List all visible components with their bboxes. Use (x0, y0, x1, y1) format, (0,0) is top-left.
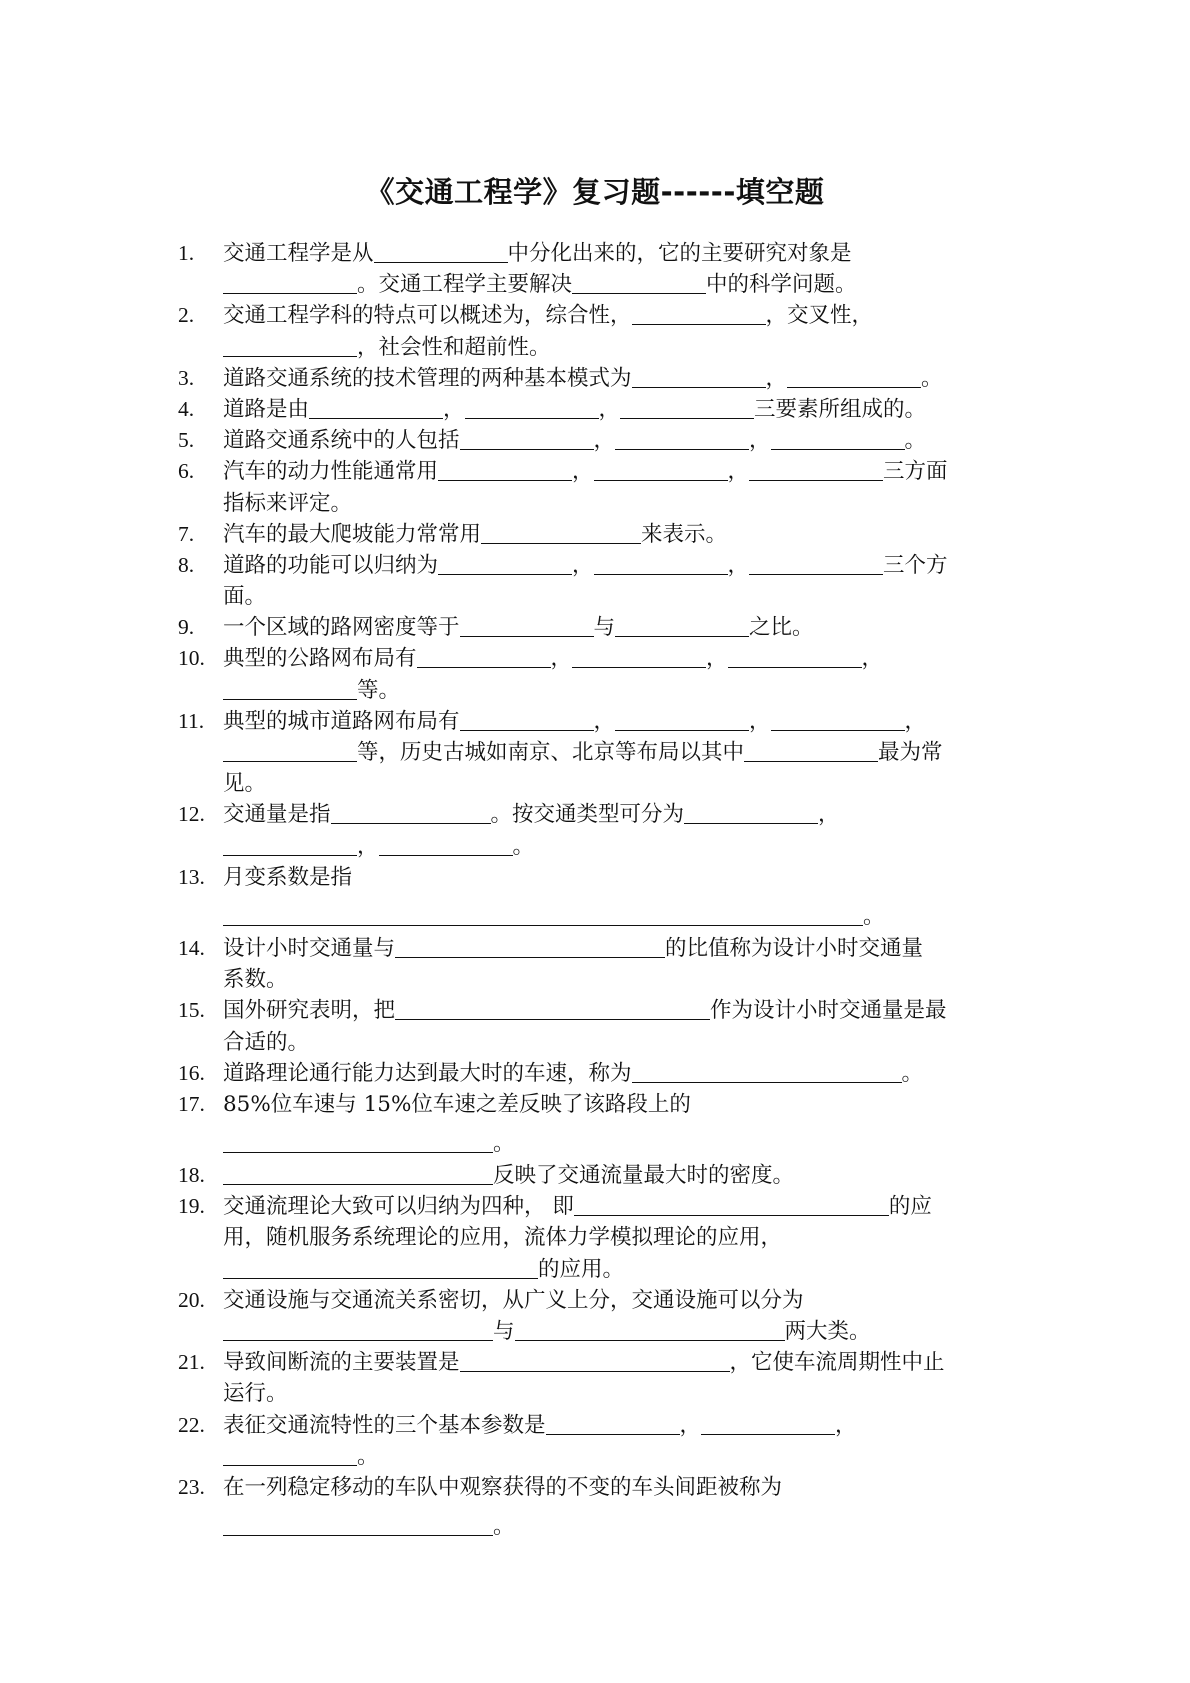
question-text-segment: 的应 (888, 1194, 932, 1220)
question-text (223, 768, 266, 799)
question-text-segment: 导致间断流的主要装置是 (223, 1350, 460, 1376)
question-text-segment: ， (706, 646, 728, 672)
question-text-segment: ， (443, 396, 465, 422)
answer-blank[interactable] (728, 645, 862, 668)
question-text (223, 238, 852, 269)
question-line (178, 643, 1028, 674)
question-line (178, 581, 1028, 612)
answer-blank[interactable] (594, 458, 728, 481)
question-text (223, 995, 947, 1026)
question-number: 3. (178, 365, 195, 390)
question-text (223, 612, 814, 643)
question-text-segment: 汽车的动力性能通常用 (223, 459, 439, 485)
question-item (178, 519, 1028, 550)
question-line (178, 519, 1028, 550)
question-text-segment: 两大类。 (784, 1319, 871, 1344)
question-text (223, 1160, 794, 1191)
answer-blank[interactable] (620, 396, 754, 419)
question-text-segment: 合适的。 (223, 1029, 310, 1055)
question-text-segment: 。 (357, 1443, 379, 1469)
answer-blank[interactable] (771, 427, 905, 450)
answer-blank[interactable] (223, 903, 863, 926)
question-number: 16. (178, 1060, 205, 1085)
question-text (223, 1027, 309, 1058)
answer-blank[interactable] (546, 1412, 680, 1435)
question-text (223, 425, 926, 456)
question-text-segment: 。 (512, 833, 535, 859)
question-text-segment: 用，随机服务系统理论的应用，流体力学模拟理论的应用， (223, 1225, 783, 1251)
question-text-segment: 系数。 (223, 967, 288, 993)
question-text (223, 332, 551, 363)
question-number: 19. (178, 1194, 205, 1219)
question-text-segment: 。 (493, 1514, 515, 1540)
question-number: 10. (178, 646, 205, 671)
question-text-segment: 中的科学问题。 (706, 272, 857, 298)
question-number: 9. (178, 615, 195, 640)
question-text-segment: 。 (493, 1131, 515, 1157)
question-item (178, 1058, 1028, 1089)
answer-blank[interactable] (632, 365, 766, 388)
question-line (178, 768, 1028, 799)
question-number: 18. (178, 1163, 205, 1188)
question-text-segment: 等，历史古城如南京、北京等布局以其中 (357, 740, 745, 765)
question-text-segment: 。 (904, 428, 927, 454)
question-item (178, 643, 1028, 705)
answer-blank[interactable] (632, 1060, 902, 1083)
question-number: 4. (178, 396, 195, 421)
question-item (178, 799, 1028, 861)
question-line (178, 862, 1028, 893)
question-text (223, 550, 948, 581)
question-text (223, 456, 948, 487)
question-text-segment: ，社会性和超前性。 (357, 334, 551, 360)
question-text (223, 964, 288, 995)
answer-blank[interactable] (749, 552, 883, 575)
question-number: 21. (178, 1350, 205, 1375)
answer-blank[interactable] (374, 240, 508, 263)
question-text-segment: ， (749, 428, 771, 454)
question-text-segment: 月变系数是指 (223, 864, 353, 890)
question-text-segment: 最为常 (878, 740, 943, 765)
question-text-segment: 三方面 (883, 459, 948, 485)
question-text-segment: 作为设计小时交通量是最 (710, 998, 947, 1024)
answer-blank[interactable] (465, 396, 599, 419)
answer-blank[interactable] (379, 833, 513, 856)
question-line (178, 1472, 1028, 1503)
question-number: 20. (178, 1287, 205, 1312)
question-line (178, 1058, 1028, 1089)
answer-blank[interactable] (223, 1130, 493, 1153)
question-text-segment: 道路是由 (223, 396, 310, 422)
question-text-segment: 与 (593, 615, 616, 641)
question-item (178, 394, 1028, 425)
answer-blank[interactable] (395, 997, 710, 1020)
question-line (178, 964, 1028, 995)
question-text-segment: 的比值称为设计小时交通量 (665, 935, 924, 961)
question-number: 22. (178, 1412, 205, 1437)
question-text-segment: 见。 (223, 771, 267, 797)
answer-blank[interactable] (223, 677, 357, 700)
question-list (178, 238, 1028, 1543)
question-line (178, 706, 1028, 737)
answer-blank[interactable] (395, 935, 665, 958)
answer-blank[interactable] (223, 1443, 357, 1466)
question-text-segment: 交通工程学科的特点可以概述为，综合性， (223, 303, 632, 329)
question-text (223, 706, 926, 737)
answer-blank[interactable] (515, 1318, 785, 1341)
question-text (223, 1058, 923, 1089)
question-text-segment: 交通设施与交通流关系密切，从广义上分，交通设施可以分为 (223, 1287, 804, 1313)
question-item (178, 300, 1028, 362)
question-text-segment: 。按交通类型可分为 (490, 802, 685, 828)
question-number: 5. (178, 428, 195, 453)
question-text (223, 363, 943, 394)
question-line (178, 1285, 1028, 1316)
question-number: 14. (178, 935, 205, 960)
question-text-segment: 交通流理论大致可以归纳为四种， 即 (223, 1194, 574, 1220)
question-text-segment: ， (357, 833, 379, 859)
question-text-segment: ，交叉性， (765, 303, 874, 329)
question-line (178, 425, 1028, 456)
answer-blank[interactable] (460, 708, 594, 731)
question-text-segment: 设计小时交通量与 (223, 935, 396, 961)
question-line (178, 238, 1028, 269)
question-line (178, 394, 1028, 425)
question-number: 6. (178, 459, 195, 484)
question-text (223, 1222, 782, 1253)
question-item (178, 238, 1028, 300)
question-line (178, 363, 1028, 394)
question-text-segment: 国外研究表明，把 (223, 998, 396, 1024)
answer-blank[interactable] (787, 365, 921, 388)
answer-blank[interactable] (223, 1256, 538, 1279)
question-number: 17. (178, 1091, 205, 1116)
question-line (178, 269, 1028, 300)
question-text (223, 1503, 515, 1551)
question-text-segment: ， (727, 552, 750, 578)
question-text-segment: 与 (493, 1319, 515, 1344)
question-item (178, 612, 1028, 643)
question-text-segment: ， (818, 802, 840, 828)
question-text (223, 831, 534, 862)
question-item (178, 1191, 1028, 1285)
question-text-segment: ， (835, 1412, 857, 1438)
question-line (178, 550, 1028, 581)
question-text-segment: 在一列稳定移动的车队中观察获得的不变的车头间距被称为 (223, 1474, 783, 1500)
question-line (178, 1254, 1028, 1285)
question-line (178, 456, 1028, 487)
question-item (178, 1089, 1028, 1160)
question-text-segment: 道路的功能可以归纳为 (223, 552, 439, 578)
question-text-segment: 道路交通系统中的人包括 (223, 428, 460, 454)
question-text-segment: 三个方 (883, 552, 948, 578)
answer-blank[interactable] (460, 1349, 730, 1372)
question-text (223, 1254, 624, 1285)
question-item (178, 862, 1028, 933)
question-text (223, 269, 857, 300)
question-line (178, 737, 1028, 768)
question-text-segment: ， (593, 428, 616, 454)
answer-blank[interactable] (632, 302, 766, 325)
answer-blank[interactable] (223, 833, 357, 856)
question-item (178, 1347, 1028, 1409)
question-line (178, 1120, 1028, 1160)
answer-blank[interactable] (223, 1318, 493, 1341)
question-text-segment: 的应用。 (538, 1256, 625, 1282)
question-number: 1. (178, 241, 195, 265)
question-line (178, 933, 1028, 964)
question-text-segment: 等。 (357, 677, 401, 703)
question-number: 8. (178, 552, 195, 577)
question-text-segment: 三要素所组成的。 (754, 396, 927, 422)
question-line (178, 1316, 1028, 1347)
answer-blank[interactable] (460, 427, 594, 450)
question-line (178, 1441, 1028, 1472)
question-text-segment: ， (727, 459, 750, 485)
answer-blank[interactable] (223, 334, 357, 357)
question-text (223, 1285, 804, 1316)
answer-blank[interactable] (460, 614, 594, 637)
answer-blank[interactable] (417, 645, 551, 668)
question-text-segment: 。 (921, 365, 943, 391)
question-text (223, 1316, 871, 1347)
question-item (178, 1472, 1028, 1543)
question-text (223, 862, 352, 893)
question-text (223, 1089, 691, 1120)
question-text-segment: 运行。 (223, 1381, 288, 1407)
question-number: 15. (178, 998, 205, 1023)
question-item (178, 1285, 1028, 1347)
answer-blank[interactable] (615, 427, 749, 450)
question-text-segment: ， (749, 708, 771, 734)
answer-blank[interactable] (223, 1513, 493, 1536)
question-text-segment: 道路交通系统的技术管理的两种基本模式为 (223, 365, 632, 391)
question-text (223, 1441, 379, 1472)
question-text (223, 933, 923, 964)
question-line (178, 831, 1028, 862)
answer-blank[interactable] (223, 739, 357, 762)
question-text (223, 1191, 932, 1222)
question-text-segment: 。 (901, 1060, 924, 1086)
question-item (178, 995, 1028, 1057)
question-text (223, 581, 266, 612)
question-line (178, 612, 1028, 643)
answer-blank[interactable] (771, 708, 905, 731)
question-text-segment: ， (765, 365, 788, 391)
question-text (223, 737, 943, 768)
question-line (178, 1410, 1028, 1441)
question-text-segment: ， (572, 459, 594, 485)
answer-blank[interactable] (749, 458, 883, 481)
answer-blank[interactable] (572, 645, 706, 668)
answer-blank[interactable] (438, 458, 572, 481)
question-line (178, 488, 1028, 519)
question-text (223, 519, 727, 550)
answer-blank[interactable] (684, 801, 818, 824)
question-item (178, 1160, 1028, 1191)
question-text (223, 1410, 857, 1441)
question-line (178, 995, 1028, 1026)
question-text-segment: 道路理论通行能力达到最大时的车速，称为 (223, 1060, 632, 1086)
question-text (223, 394, 926, 425)
question-line (178, 1160, 1028, 1191)
question-text-segment: ， (593, 708, 616, 734)
question-text (223, 1472, 782, 1503)
answer-blank[interactable] (594, 552, 728, 575)
question-line (178, 1191, 1028, 1222)
question-line (178, 1089, 1028, 1120)
question-text (223, 675, 400, 706)
question-text-segment: 交通工程学是从 (223, 241, 374, 266)
question-text (223, 643, 883, 674)
question-line (178, 893, 1028, 933)
question-text-segment: ， (598, 396, 621, 422)
question-line (178, 300, 1028, 331)
question-number: 23. (178, 1474, 205, 1499)
answer-blank[interactable] (331, 801, 491, 824)
question-line (178, 1378, 1028, 1409)
question-line (178, 1027, 1028, 1058)
question-line (178, 799, 1028, 830)
question-text (223, 1378, 288, 1409)
question-text-segment: 85%位车速与 15%位车速之差反映了该路段上的 (223, 1091, 691, 1117)
question-text-segment: 反映了交通流量最大时的密度。 (493, 1163, 795, 1189)
question-text-segment: ， (679, 1412, 702, 1438)
question-text-segment: 面。 (223, 584, 267, 610)
answer-blank[interactable] (309, 396, 443, 419)
question-text-segment: 指标来评定。 (223, 490, 353, 516)
question-item (178, 550, 1028, 612)
document-title: 《交通工程学》复习题------填空题 (365, 175, 825, 209)
question-item (178, 456, 1028, 518)
question-text-segment: 中分化出来的，它的主要研究对象是 (507, 241, 852, 266)
question-item (178, 1410, 1028, 1472)
question-number: 11. (178, 708, 205, 733)
question-text (223, 300, 873, 331)
question-text-segment: ， (861, 646, 884, 672)
question-number: 7. (178, 521, 195, 546)
question-line (178, 1222, 1028, 1253)
question-number: 12. (178, 802, 205, 827)
answer-blank[interactable] (615, 614, 749, 637)
question-item (178, 933, 1028, 995)
question-text-segment: 汽车的最大爬坡能力常常用 (223, 521, 482, 547)
question-text (223, 488, 352, 519)
question-text-segment: 典型的公路网布局有 (223, 646, 417, 672)
answer-blank[interactable] (438, 552, 572, 575)
answer-blank[interactable] (223, 1162, 493, 1185)
question-text-segment: 之比。 (749, 615, 814, 641)
question-line (178, 1503, 1028, 1543)
answer-blank[interactable] (744, 739, 878, 762)
question-text-segment: ， (572, 552, 594, 578)
question-text-segment: 。交通工程学主要解决 (357, 272, 573, 298)
question-text-segment: 来表示。 (641, 521, 728, 547)
question-text-segment: ，它使车流周期性中止 (729, 1350, 945, 1376)
question-text (223, 799, 840, 830)
question-text-segment: 。 (863, 903, 885, 929)
question-line (178, 332, 1028, 363)
question-item (178, 706, 1028, 800)
question-line (178, 675, 1028, 706)
question-text (223, 1347, 945, 1378)
question-text-segment: ， (904, 708, 927, 734)
question-text-segment: ， (550, 646, 573, 672)
question-text-segment: 交通量是指 (223, 802, 331, 828)
answer-blank[interactable] (615, 708, 749, 731)
answer-blank[interactable] (481, 521, 641, 544)
question-number: 13. (178, 864, 205, 889)
answer-blank[interactable] (701, 1412, 835, 1435)
question-number: 2. (178, 303, 195, 328)
question-text-segment: 典型的城市道路网布局有 (223, 708, 460, 734)
answer-blank[interactable] (574, 1193, 889, 1216)
answer-blank[interactable] (572, 271, 706, 294)
question-item (178, 425, 1028, 456)
answer-blank[interactable] (223, 271, 357, 294)
question-item (178, 363, 1028, 394)
question-text-segment: 表征交通流特性的三个基本参数是 (223, 1412, 546, 1438)
question-line (178, 1347, 1028, 1378)
question-text-segment: 一个区域的路网密度等于 (223, 615, 460, 641)
